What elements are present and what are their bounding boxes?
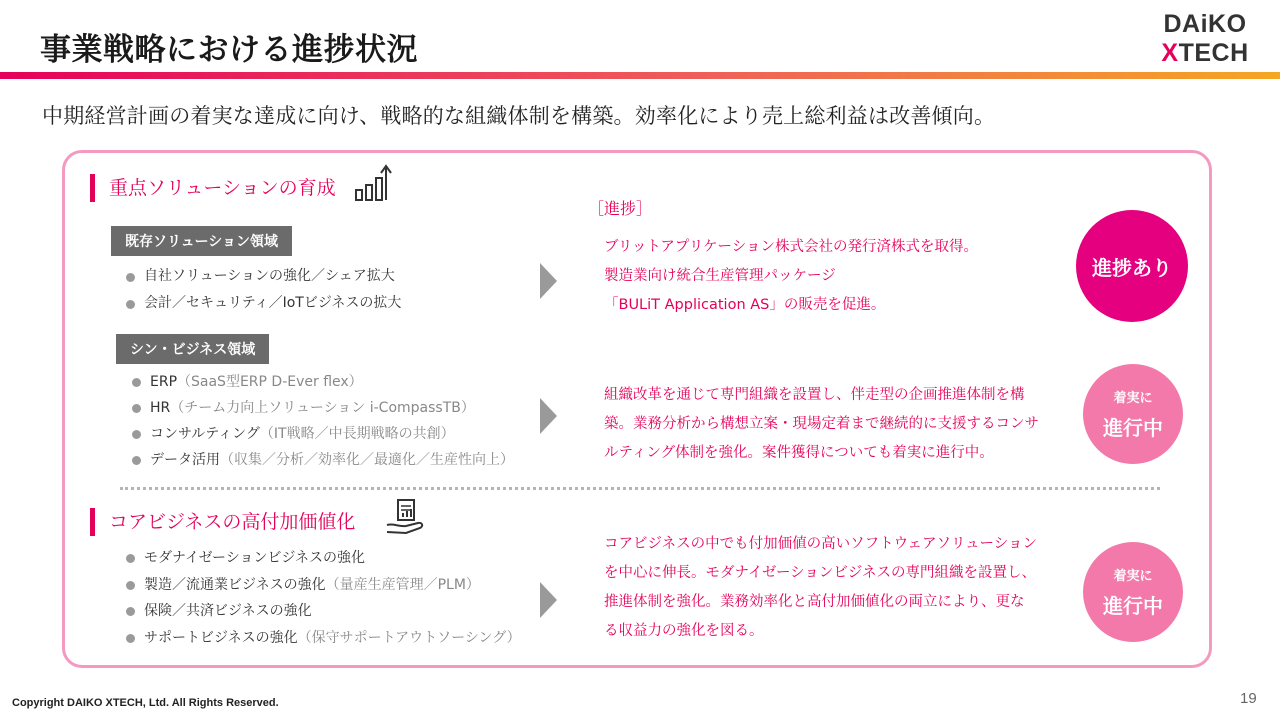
- arrow-right-icon: [540, 398, 557, 434]
- list-item: 自社ソリューションの強化／シェア拡大: [124, 263, 401, 290]
- logo-line-2: [1150, 39, 1260, 68]
- existing-solutions-list: [124, 263, 401, 317]
- label-existing-solutions: 既存ソリューション領域: [111, 226, 292, 256]
- section-heading-key-solutions: 重点ソリューションの育成: [90, 174, 336, 202]
- copyright-text: Copyright DAIKO XTECH, Ltd. All Rights Reserved.: [12, 697, 279, 709]
- list-item: 会計／セキュリティ／IoTビジネスの拡大: [124, 290, 401, 317]
- page-number: 19: [1240, 690, 1257, 707]
- status-badge: 進捗あり: [1076, 210, 1188, 322]
- status-badge: 着実に 進行中: [1083, 364, 1183, 464]
- list-item: コンサルティング（IT戦略／中長期戦略の共創）: [130, 421, 514, 447]
- progress-label: ［進捗］: [588, 199, 653, 218]
- header-gradient-bar: [0, 72, 1280, 79]
- logo-line-1: DAiKO: [1163, 10, 1247, 38]
- logo-tech-text: TECH: [1178, 39, 1249, 67]
- arrow-right-icon: [540, 263, 557, 299]
- list-item: ERP（SaaS型ERP D-Ever flex）: [130, 369, 514, 395]
- list-item: 製造／流通業ビジネスの強化（量産生産管理／PLM）: [124, 572, 521, 599]
- section-heading-core-business: コアビジネスの高付加価値化: [90, 508, 355, 536]
- list-item: モダナイゼーションビジネスの強化: [124, 545, 521, 572]
- chart-growth-icon: [352, 162, 394, 208]
- list-item: 保険／共済ビジネスの強化: [124, 598, 521, 625]
- list-item: データ活用（収集／分析／効率化／最適化／生産性向上）: [130, 447, 514, 473]
- arrow-right-icon: [540, 582, 557, 618]
- label-shin-business: シン・ビジネス領域: [116, 334, 269, 364]
- page-title: 事業戦略における進捗状況: [40, 32, 418, 68]
- progress-existing-solutions: ブリットアプリケーション株式会社の発行済株式を取得。 製造業向け統合生産管理パッケージ 「BULiT Application AS」の販売を促進。: [604, 239, 978, 313]
- progress-core-business: コアビジネスの中でも付加価値の高いソフトウェアソリューション を中心に伸長。モダナイゼーションビジネスの専門組織を設置し、 推進体制を強化。業務効率化と高付加価値化の両立により、更な る収益力の強化を図る。: [604, 536, 1037, 639]
- list-item: サポートビジネスの強化（保守サポートアウトソーシング）: [124, 625, 521, 652]
- progress-shin-business: 組織改革を通じて専門組織を設置し、伴走型の企画推進体制を構 築。業務分析から構想立案・現場定着まで継続的に支援するコンサ ルティング体制を強化。案件獲得についても着実に進行中。: [604, 387, 1039, 461]
- page-subtitle: 中期経営計画の着実な達成に向け、戦略的な組織体制を構築。効率化により売上総利益は改善傾向。: [42, 104, 996, 128]
- section-divider: [120, 487, 1160, 490]
- hand-document-icon: [384, 497, 428, 541]
- logo-x-mark: X: [1161, 39, 1179, 67]
- status-badge: 着実に 進行中: [1083, 542, 1183, 642]
- list-item: HR（チーム力向上ソリューション i-CompassTB）: [130, 395, 514, 421]
- company-logo: [1150, 10, 1260, 68]
- core-business-list: [124, 545, 521, 651]
- shin-business-list: [130, 369, 514, 473]
